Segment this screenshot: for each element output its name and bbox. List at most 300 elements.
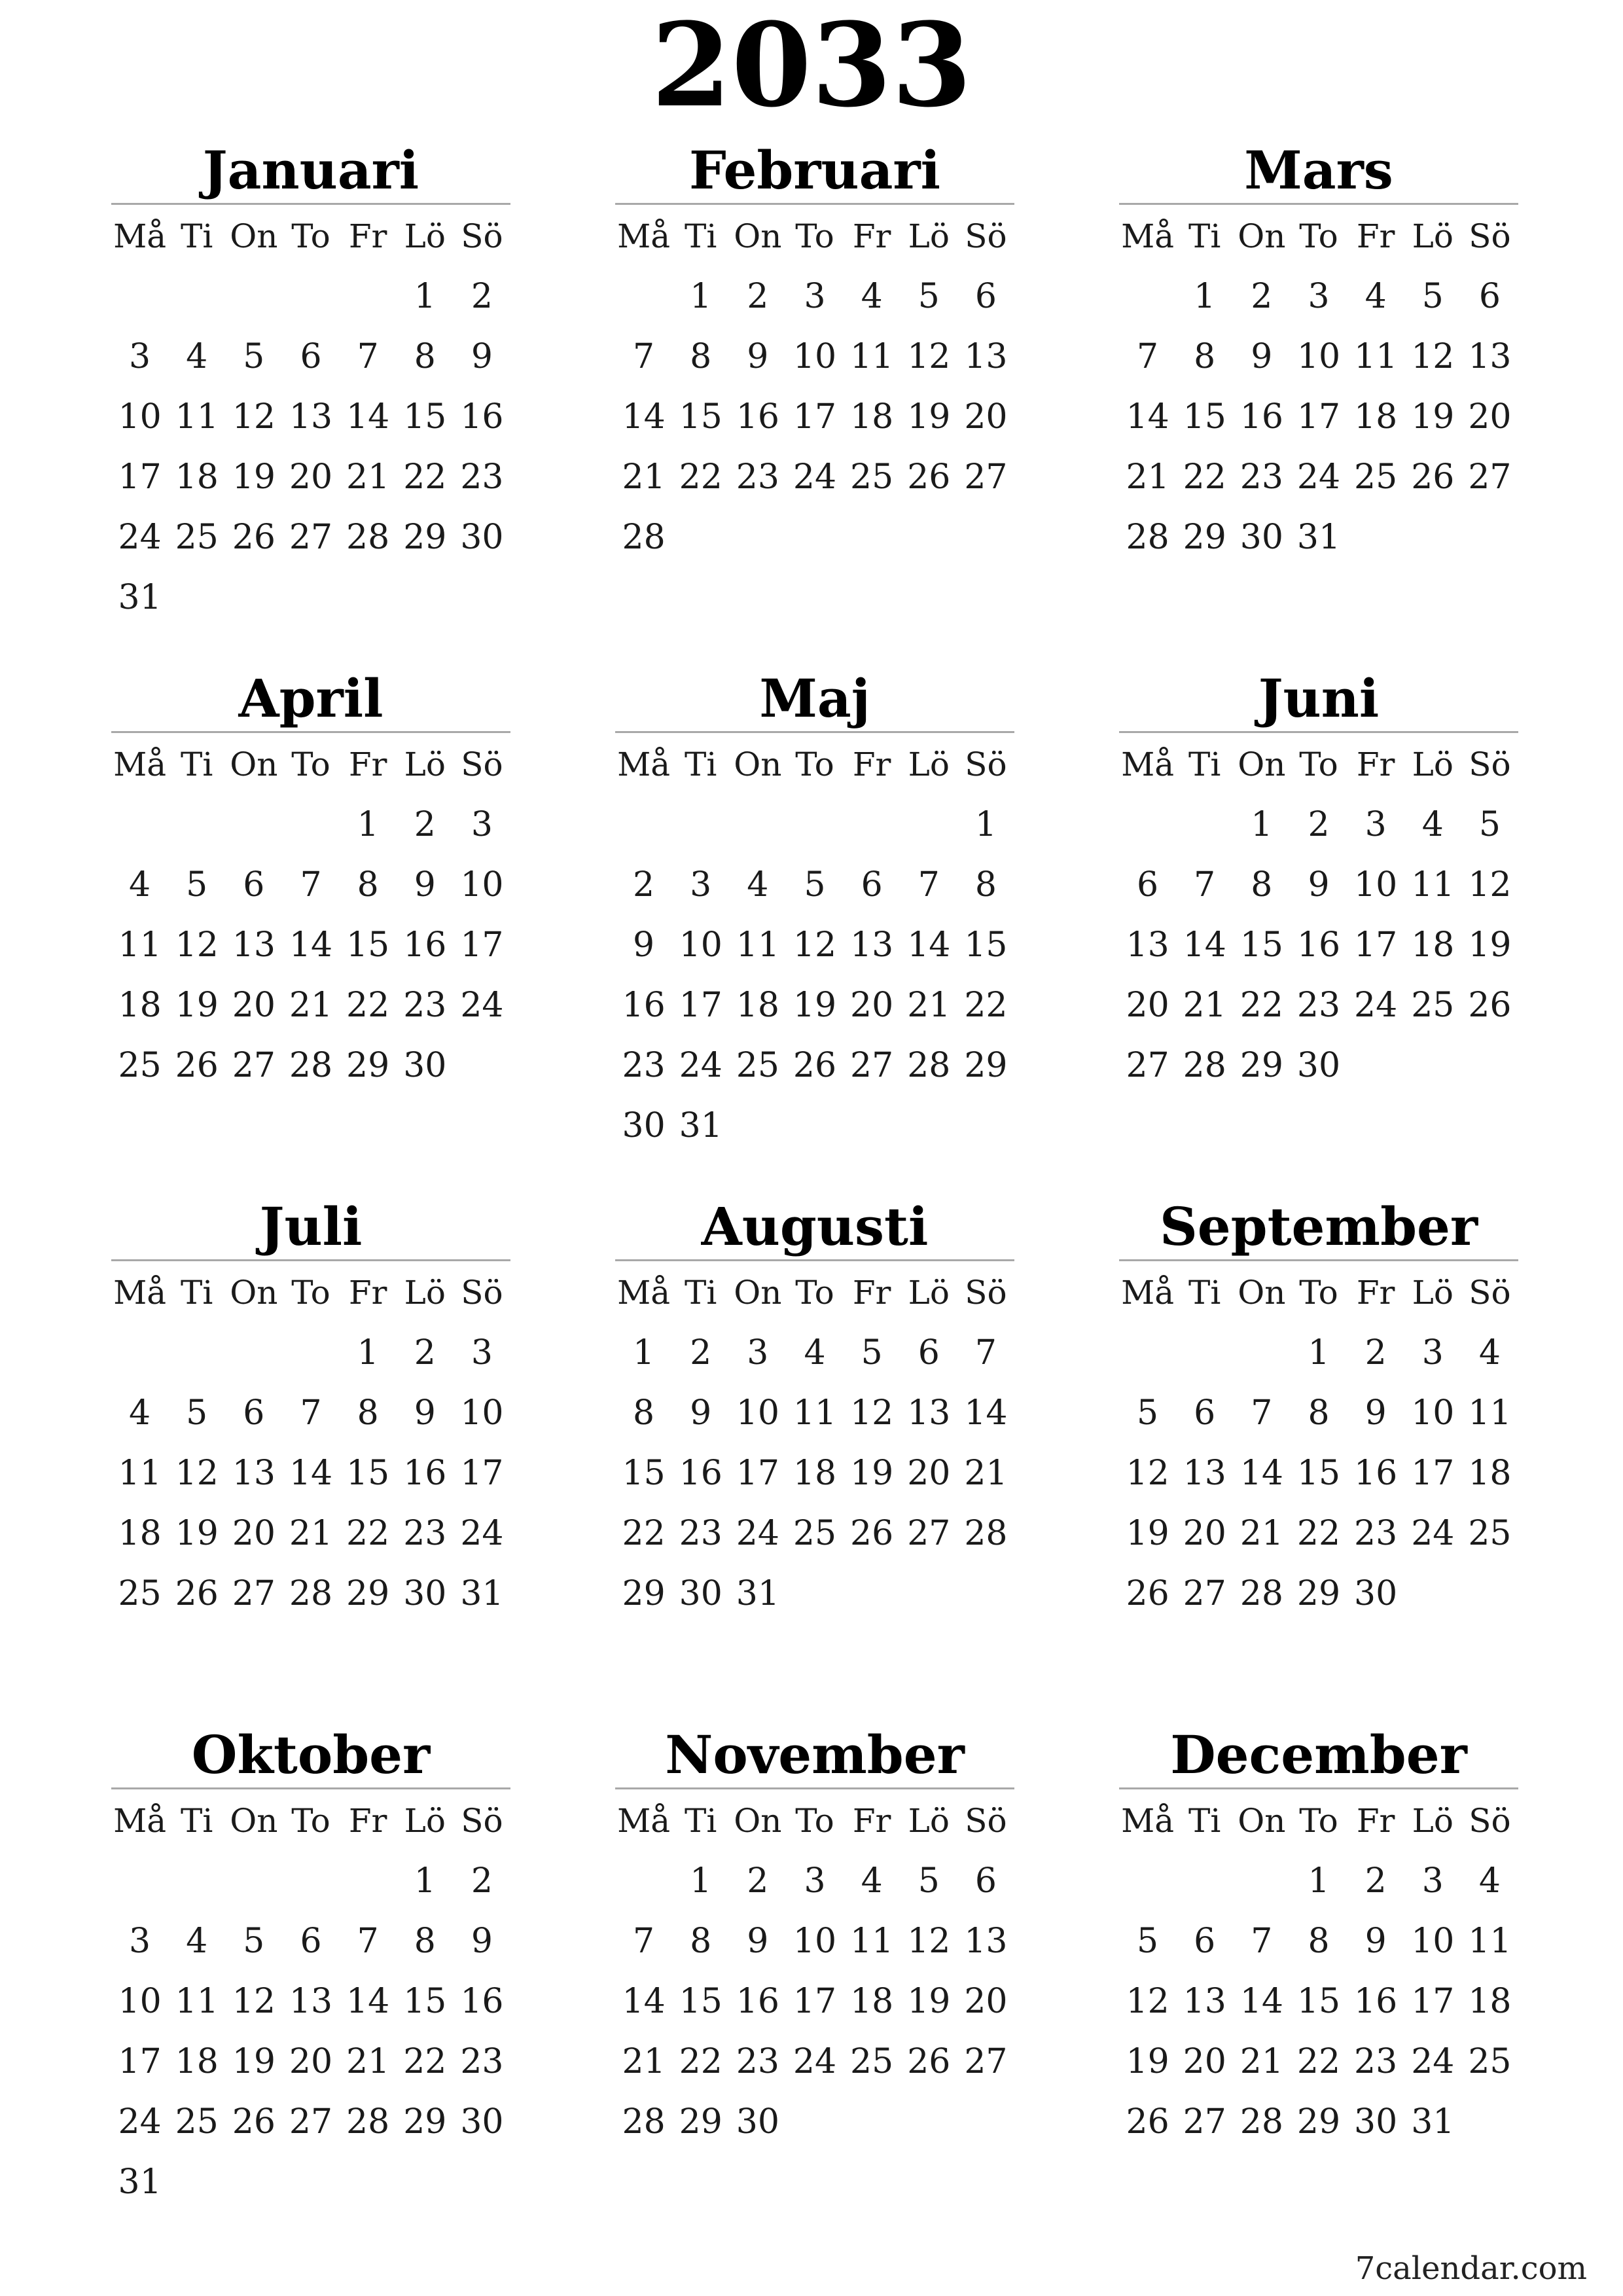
day-cell: 18	[850, 397, 894, 437]
weekday-header: On	[230, 217, 278, 255]
weekday-header: To	[1299, 217, 1338, 255]
day-cell: 24	[679, 1046, 722, 1085]
day-cell: 9	[471, 1922, 493, 1961]
weekday-header: Må	[113, 217, 167, 255]
day-cell: 27	[1183, 1574, 1226, 1613]
day-cell: 14	[289, 925, 333, 965]
day-cell: 21	[964, 1454, 1008, 1493]
weekday-header: On	[734, 1802, 782, 1840]
day-cell: 15	[346, 1454, 390, 1493]
day-cell: 30	[679, 1574, 722, 1613]
day-cell: 17	[793, 397, 837, 437]
empty-day-cell	[282, 1851, 339, 1911]
day-cell: 28	[289, 1574, 333, 1613]
day-cell: 5	[1421, 277, 1444, 316]
day-cell: 30	[1296, 1046, 1341, 1085]
month-name: Mars	[1244, 139, 1393, 201]
day-cell: 9	[1364, 1393, 1387, 1433]
day-cell: 20	[850, 986, 894, 1025]
day-cell: 20	[1183, 1514, 1226, 1553]
weekday-header: Lö	[1412, 1274, 1454, 1312]
day-cell: 29	[403, 518, 447, 557]
day-cell: 25	[175, 2102, 219, 2142]
empty-day-cell	[225, 1323, 282, 1383]
day-cell: 26	[175, 1046, 219, 1085]
empty-day-cell	[786, 795, 843, 855]
day-cell: 16	[736, 1982, 779, 2021]
weekday-header: Lö	[404, 1802, 446, 1840]
weekday-header: Ti	[1188, 745, 1221, 783]
day-cell: 30	[1354, 1574, 1398, 1613]
day-cell: 20	[289, 457, 333, 497]
day-cell: 9	[471, 337, 493, 376]
day-cell: 7	[300, 865, 322, 905]
month-name: December	[1170, 1724, 1467, 1785]
day-cell: 11	[850, 337, 894, 376]
day-cell: 15	[1240, 925, 1283, 965]
empty-day-cell	[1176, 795, 1233, 855]
day-cell: 30	[622, 1106, 666, 1145]
day-cell: 12	[1468, 865, 1512, 905]
weekday-header: Ti	[685, 1274, 717, 1312]
day-cell: 20	[232, 986, 276, 1025]
day-cell: 26	[1126, 2102, 1169, 2142]
day-cell: 27	[850, 1046, 894, 1085]
day-cell: 17	[679, 986, 722, 1025]
empty-day-cell	[844, 795, 901, 855]
weekday-header: Sö	[965, 1274, 1007, 1312]
day-cell: 26	[232, 2102, 276, 2142]
day-cell: 19	[175, 1514, 219, 1553]
day-cell: 2	[633, 865, 655, 905]
day-cell: 12	[232, 1982, 276, 2021]
day-cell: 3	[471, 1333, 493, 1372]
weekday-header: To	[795, 1802, 834, 1840]
day-cell: 18	[736, 986, 779, 1025]
day-cell: 20	[1183, 2042, 1226, 2081]
day-cell: 3	[1421, 1861, 1444, 1901]
day-cell: 28	[1240, 1574, 1283, 1613]
weekday-header: Må	[1121, 745, 1175, 783]
day-cell: 31	[679, 1106, 722, 1145]
day-cell: 1	[974, 805, 997, 844]
day-cell: 26	[1468, 986, 1512, 1025]
day-cell: 20	[1468, 397, 1512, 437]
weekday-header: Ti	[1188, 1274, 1221, 1312]
day-grid	[1119, 1263, 1518, 1624]
day-cell: 31	[736, 1574, 779, 1613]
day-cell: 21	[1240, 1514, 1283, 1553]
day-cell: 9	[1251, 337, 1273, 376]
weekday-header: Ti	[181, 745, 213, 783]
month-name: Juni	[1258, 668, 1380, 729]
month-divider	[615, 1787, 1014, 1789]
day-cell: 23	[736, 457, 779, 497]
weekday-header: Ti	[181, 217, 213, 255]
day-cell: 25	[850, 2042, 894, 2081]
day-cell: 30	[403, 1046, 447, 1085]
weekday-header: Fr	[852, 1802, 891, 1840]
day-cell: 9	[1308, 865, 1330, 905]
weekday-header: On	[1238, 1802, 1286, 1840]
day-cell: 16	[1354, 1454, 1398, 1493]
month-maj	[615, 666, 1014, 1156]
day-cell: 23	[622, 1046, 666, 1085]
day-cell: 14	[1183, 925, 1226, 965]
day-cell: 22	[1183, 457, 1226, 497]
day-cell: 10	[118, 397, 162, 437]
day-cell: 9	[690, 1393, 712, 1433]
weekday-header: To	[795, 745, 834, 783]
weekday-header: Sö	[965, 217, 1007, 255]
day-cell: 28	[622, 518, 666, 557]
day-cell: 18	[1354, 397, 1398, 437]
day-cell: 26	[1411, 457, 1455, 497]
day-cell: 22	[346, 986, 390, 1025]
day-cell: 7	[1251, 1922, 1273, 1961]
day-cell: 15	[403, 1982, 447, 2021]
day-grid	[111, 206, 510, 628]
day-cell: 27	[964, 457, 1008, 497]
month-divider	[615, 203, 1014, 205]
day-cell: 27	[907, 1514, 951, 1553]
month-mars	[1119, 137, 1518, 567]
day-cell: 28	[346, 2102, 390, 2142]
day-cell: 14	[622, 1982, 666, 2021]
day-cell: 7	[357, 337, 379, 376]
month-juni	[1119, 666, 1518, 1096]
day-cell: 2	[414, 1333, 436, 1372]
day-cell: 6	[300, 1922, 322, 1961]
weekday-header: Må	[1121, 217, 1175, 255]
day-cell: 20	[964, 397, 1008, 437]
day-cell: 21	[907, 986, 951, 1025]
day-cell: 4	[186, 337, 208, 376]
weekday-header: Sö	[1469, 745, 1511, 783]
day-cell: 24	[118, 2102, 162, 2142]
weekday-header: Ti	[1188, 1802, 1221, 1840]
weekday-header: To	[291, 217, 330, 255]
day-cell: 23	[403, 986, 447, 1025]
day-cell: 10	[736, 1393, 779, 1433]
weekday-header: Fr	[852, 217, 891, 255]
day-cell: 1	[357, 805, 379, 844]
day-cell: 25	[175, 518, 219, 557]
day-cell: 22	[679, 2042, 722, 2081]
day-cell: 8	[633, 1393, 655, 1433]
day-cell: 18	[1468, 1454, 1512, 1493]
day-cell: 10	[1296, 337, 1341, 376]
weekday-header: Fr	[1356, 1802, 1395, 1840]
day-cell: 21	[289, 1514, 333, 1553]
day-cell: 4	[747, 865, 769, 905]
day-cell: 19	[175, 986, 219, 1025]
empty-day-cell	[168, 795, 225, 855]
day-cell: 19	[850, 1454, 894, 1493]
month-name: April	[238, 668, 383, 729]
day-cell: 28	[1183, 1046, 1226, 1085]
day-cell: 11	[118, 925, 162, 965]
day-cell: 18	[118, 986, 162, 1025]
day-cell: 17	[1411, 1454, 1455, 1493]
day-cell: 24	[736, 1514, 779, 1553]
day-cell: 25	[1354, 457, 1398, 497]
empty-day-cell	[615, 1851, 672, 1911]
weekday-header: Lö	[404, 217, 446, 255]
day-cell: 12	[850, 1393, 894, 1433]
day-cell: 18	[175, 2042, 219, 2081]
day-cell: 16	[460, 1982, 504, 2021]
day-cell: 10	[1411, 1922, 1455, 1961]
day-cell: 23	[1354, 2042, 1398, 2081]
empty-day-cell	[282, 266, 339, 327]
day-cell: 1	[414, 277, 436, 316]
month-april	[111, 666, 510, 1096]
day-cell: 12	[1411, 337, 1455, 376]
weekday-header: Fr	[852, 1274, 891, 1312]
day-cell: 24	[793, 2042, 837, 2081]
empty-day-cell	[111, 1323, 168, 1383]
day-cell: 25	[850, 457, 894, 497]
day-cell: 29	[1296, 2102, 1341, 2142]
weekday-header: Sö	[1469, 1802, 1511, 1840]
day-cell: 5	[186, 1393, 208, 1433]
month-name: September	[1159, 1196, 1478, 1257]
day-grid	[111, 1791, 510, 2212]
day-cell: 3	[129, 1922, 151, 1961]
day-cell: 3	[804, 1861, 826, 1901]
weekday-header: Lö	[404, 1274, 446, 1312]
day-cell: 14	[622, 397, 666, 437]
day-cell: 17	[793, 1982, 837, 2021]
day-cell: 27	[232, 1046, 276, 1085]
weekday-header: Må	[1121, 1802, 1175, 1840]
day-cell: 18	[118, 1514, 162, 1553]
day-cell: 1	[690, 1861, 712, 1901]
day-cell: 4	[1421, 805, 1444, 844]
month-februari	[615, 137, 1014, 567]
day-cell: 29	[346, 1574, 390, 1613]
weekday-header: Fr	[348, 217, 387, 255]
day-cell: 4	[804, 1333, 826, 1372]
day-cell: 7	[633, 337, 655, 376]
day-cell: 27	[232, 1574, 276, 1613]
day-cell: 29	[1183, 518, 1226, 557]
empty-day-cell	[1233, 1851, 1290, 1911]
day-cell: 25	[1468, 1514, 1512, 1553]
day-cell: 3	[1364, 805, 1387, 844]
empty-day-cell	[615, 795, 672, 855]
day-cell: 28	[622, 2102, 666, 2142]
weekday-header: Fr	[1356, 1274, 1395, 1312]
day-cell: 3	[1308, 277, 1330, 316]
day-cell: 1	[414, 1861, 436, 1901]
day-cell: 13	[850, 925, 894, 965]
day-cell: 8	[690, 337, 712, 376]
day-cell: 16	[1296, 925, 1341, 965]
day-cell: 23	[403, 1514, 447, 1553]
day-cell: 19	[1126, 1514, 1169, 1553]
weekday-header: To	[795, 1274, 834, 1312]
day-cell: 10	[118, 1982, 162, 2021]
day-cell: 8	[690, 1922, 712, 1961]
empty-day-cell	[340, 1851, 397, 1911]
day-cell: 11	[1354, 337, 1398, 376]
day-cell: 25	[1411, 986, 1455, 1025]
weekday-header: On	[230, 1802, 278, 1840]
day-cell: 22	[622, 1514, 666, 1553]
day-cell: 7	[974, 1333, 997, 1372]
month-name: Maj	[759, 668, 870, 729]
day-cell: 17	[1296, 397, 1341, 437]
day-cell: 11	[175, 397, 219, 437]
day-cell: 11	[1468, 1393, 1512, 1433]
day-cell: 21	[622, 2042, 666, 2081]
day-cell: 24	[460, 986, 504, 1025]
day-cell: 5	[918, 1861, 940, 1901]
day-cell: 28	[907, 1046, 951, 1085]
month-name: November	[665, 1724, 965, 1785]
day-cell: 26	[907, 457, 951, 497]
weekday-header: Fr	[348, 745, 387, 783]
weekday-header: Ti	[685, 1802, 717, 1840]
day-cell: 13	[1183, 1454, 1226, 1493]
year-title: 2033	[651, 0, 972, 133]
empty-day-cell	[111, 1851, 168, 1911]
weekday-header: Fr	[348, 1274, 387, 1312]
day-cell: 4	[1478, 1333, 1501, 1372]
month-divider	[111, 1259, 510, 1261]
weekday-header: Sö	[461, 1802, 503, 1840]
day-cell: 12	[1126, 1982, 1169, 2021]
day-cell: 2	[471, 1861, 493, 1901]
weekday-header: To	[1299, 1802, 1338, 1840]
weekday-header: Må	[113, 1274, 167, 1312]
day-cell: 14	[1240, 1454, 1283, 1493]
day-cell: 1	[633, 1333, 655, 1372]
day-cell: 4	[1364, 277, 1387, 316]
day-cell: 2	[747, 1861, 769, 1901]
weekday-header: Ti	[685, 745, 717, 783]
day-cell: 20	[964, 1982, 1008, 2021]
weekday-header: On	[734, 217, 782, 255]
day-cell: 15	[346, 925, 390, 965]
weekday-header: Sö	[1469, 1274, 1511, 1312]
day-cell: 13	[232, 925, 276, 965]
weekday-header: Må	[617, 1274, 671, 1312]
day-cell: 6	[300, 337, 322, 376]
weekday-header: To	[1299, 745, 1338, 783]
day-cell: 14	[346, 1982, 390, 2021]
day-cell: 9	[414, 865, 436, 905]
day-cell: 8	[414, 337, 436, 376]
day-cell: 29	[346, 1046, 390, 1085]
weekday-header: To	[291, 1802, 330, 1840]
day-cell: 13	[964, 337, 1008, 376]
day-cell: 26	[850, 1514, 894, 1553]
day-cell: 16	[736, 397, 779, 437]
day-cell: 7	[633, 1922, 655, 1961]
day-cell: 15	[679, 397, 722, 437]
weekday-header: Må	[113, 1802, 167, 1840]
day-cell: 27	[1126, 1046, 1169, 1085]
weekday-header: Lö	[908, 1802, 950, 1840]
day-cell: 6	[974, 277, 997, 316]
weekday-header: On	[230, 1274, 278, 1312]
day-cell: 20	[1126, 986, 1169, 1025]
day-cell: 30	[460, 2102, 504, 2142]
month-divider	[615, 731, 1014, 733]
day-cell: 17	[460, 925, 504, 965]
month-divider	[1119, 1259, 1518, 1261]
day-cell: 29	[622, 1574, 666, 1613]
day-cell: 5	[243, 337, 265, 376]
day-cell: 8	[1308, 1922, 1330, 1961]
day-cell: 21	[346, 2042, 390, 2081]
weekday-header: Må	[617, 745, 671, 783]
day-cell: 10	[1354, 865, 1398, 905]
weekday-header: On	[1238, 1274, 1286, 1312]
day-cell: 3	[690, 865, 712, 905]
month-divider	[111, 1787, 510, 1789]
month-december	[1119, 1722, 1518, 2152]
day-cell: 29	[679, 2102, 722, 2142]
empty-day-cell	[340, 266, 397, 327]
weekday-header: Ti	[181, 1274, 213, 1312]
day-cell: 4	[129, 1393, 151, 1433]
month-juli	[111, 1194, 510, 1624]
day-cell: 3	[747, 1333, 769, 1372]
day-cell: 7	[918, 865, 940, 905]
day-cell: 31	[118, 2162, 162, 2202]
weekday-header: To	[291, 745, 330, 783]
weekday-header: Sö	[461, 1274, 503, 1312]
day-cell: 17	[736, 1454, 779, 1493]
month-name: Juli	[259, 1196, 363, 1257]
day-cell: 16	[1354, 1982, 1398, 2021]
day-cell: 19	[232, 457, 276, 497]
day-cell: 2	[747, 277, 769, 316]
day-cell: 10	[793, 1922, 837, 1961]
weekday-header: Fr	[1356, 745, 1395, 783]
weekday-header: To	[1299, 1274, 1338, 1312]
day-cell: 29	[1296, 1574, 1341, 1613]
weekday-header: Sö	[965, 745, 1007, 783]
weekday-header: Sö	[965, 1802, 1007, 1840]
empty-day-cell	[282, 1323, 339, 1383]
day-grid	[111, 734, 510, 1096]
day-cell: 15	[622, 1454, 666, 1493]
day-cell: 21	[1126, 457, 1169, 497]
day-cell: 20	[289, 2042, 333, 2081]
day-grid	[1119, 1791, 1518, 2152]
day-cell: 9	[747, 337, 769, 376]
day-cell: 19	[907, 1982, 951, 2021]
day-cell: 3	[804, 277, 826, 316]
month-september	[1119, 1194, 1518, 1624]
day-cell: 11	[1468, 1922, 1512, 1961]
day-grid	[1119, 206, 1518, 567]
month-name: Augusti	[701, 1196, 929, 1257]
weekday-header: Sö	[461, 217, 503, 255]
weekday-header: Ti	[181, 1802, 213, 1840]
day-cell: 12	[232, 397, 276, 437]
day-cell: 4	[1478, 1861, 1501, 1901]
day-cell: 16	[403, 1454, 447, 1493]
day-cell: 27	[289, 2102, 333, 2142]
day-cell: 1	[1308, 1333, 1330, 1372]
empty-day-cell	[225, 266, 282, 327]
